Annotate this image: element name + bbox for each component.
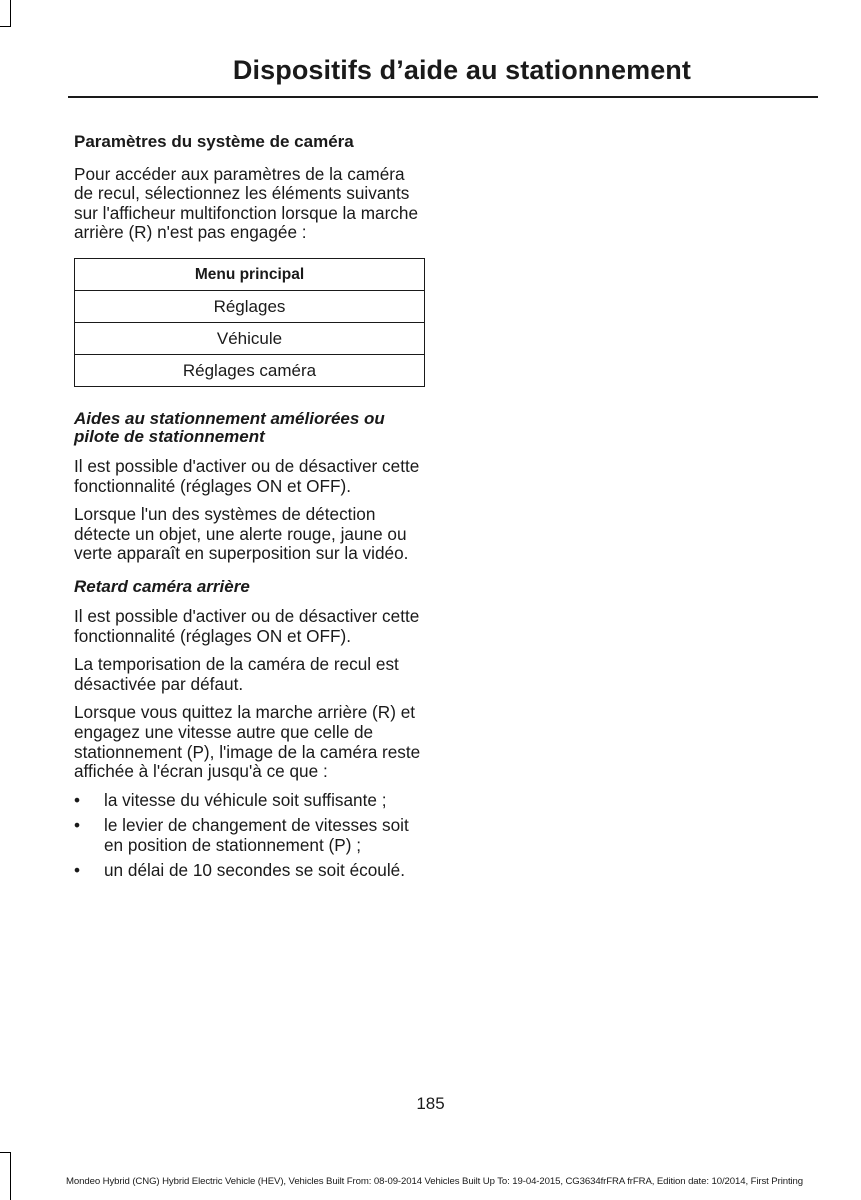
- menu-table-header-row: [75, 258, 425, 290]
- menu-table-row: [75, 322, 425, 354]
- parking-aids-paragraph-2: Lorsque l'un des systèmes de détection détecte un objet, une alerte rouge, jaune ou verte apparaît en superposition sur la vidéo.: [74, 504, 409, 564]
- bullet-icon: •: [74, 860, 81, 881]
- list-item-text: la vitesse du véhicule soit suffisante ;: [104, 789, 387, 810]
- menu-table-row: [75, 354, 425, 386]
- crop-mark-bottom-left-vertical: [10, 1152, 11, 1200]
- footer-text: Mondeo Hybrid (CNG) Hybrid Electric Vehicle (HEV), Vehicles Built From: 08-09-2014 Vehicles Built Up To: 19-04-2015, CG3634frFRA frFRA, Edition date: 10/2014, First Printing: [66, 1176, 804, 1187]
- menu-table-cell: Réglages caméra: [75, 354, 425, 386]
- menu-table: [74, 258, 425, 387]
- camera-settings-intro: Pour accéder aux paramètres de la caméra de recul, sélectionnez les éléments suivants sur l'afficheur multifonction lorsque la marche arrière (R) n'est pas engagée :: [74, 163, 419, 243]
- list-item: [74, 816, 426, 855]
- parking-aids-heading: Aides au stationnement améliorées ou pilote de stationnement: [74, 408, 385, 446]
- crop-mark-top-left-vertical: [10, 0, 11, 26]
- crop-mark-top-left-horizontal: [0, 26, 11, 27]
- title-divider: [68, 96, 818, 98]
- rear-camera-delay-heading: Retard caméra arrière: [74, 576, 250, 596]
- list-item-text: un délai de 10 secondes se soit écoulé.: [104, 860, 405, 881]
- list-item: [74, 861, 426, 881]
- bullet-icon: •: [74, 789, 81, 810]
- crop-mark-bottom-left-horizontal: [0, 1152, 11, 1153]
- rear-camera-delay-paragraph-3: Lorsque vous quittez la marche arrière (R) et engagez une vitesse autre que celle de stationnement (P), l'image de la caméra reste affichée à l'écran jusqu'à ce que :: [74, 702, 421, 782]
- rear-camera-delay-paragraph-2: La temporisation de la caméra de recul est désactivée par défaut.: [74, 654, 399, 694]
- menu-table-row: [75, 290, 425, 322]
- list-item: [74, 791, 426, 811]
- parking-aids-paragraph-1: Il est possible d'activer ou de désactiver cette fonctionnalité (réglages ON et OFF).: [74, 455, 420, 496]
- list-item-text: le levier de changement de vitesses soit en position de stationnement (P) ;: [104, 815, 409, 855]
- page-number: 185: [416, 1094, 445, 1113]
- menu-table-cell: Réglages: [75, 290, 425, 322]
- bullet-icon: •: [74, 815, 81, 836]
- conditions-list: [74, 791, 426, 881]
- rear-camera-delay-paragraph-1: Il est possible d'activer ou de désactiver cette fonctionnalité (réglages ON et OFF).: [74, 605, 420, 646]
- menu-table-header: Menu principal: [75, 258, 425, 290]
- page-title: Dispositifs d’aide au stationnement: [232, 55, 691, 85]
- menu-table-cell: Véhicule: [75, 322, 425, 354]
- camera-settings-heading: Paramètres du système de caméra: [74, 132, 354, 151]
- main-column: [74, 132, 426, 887]
